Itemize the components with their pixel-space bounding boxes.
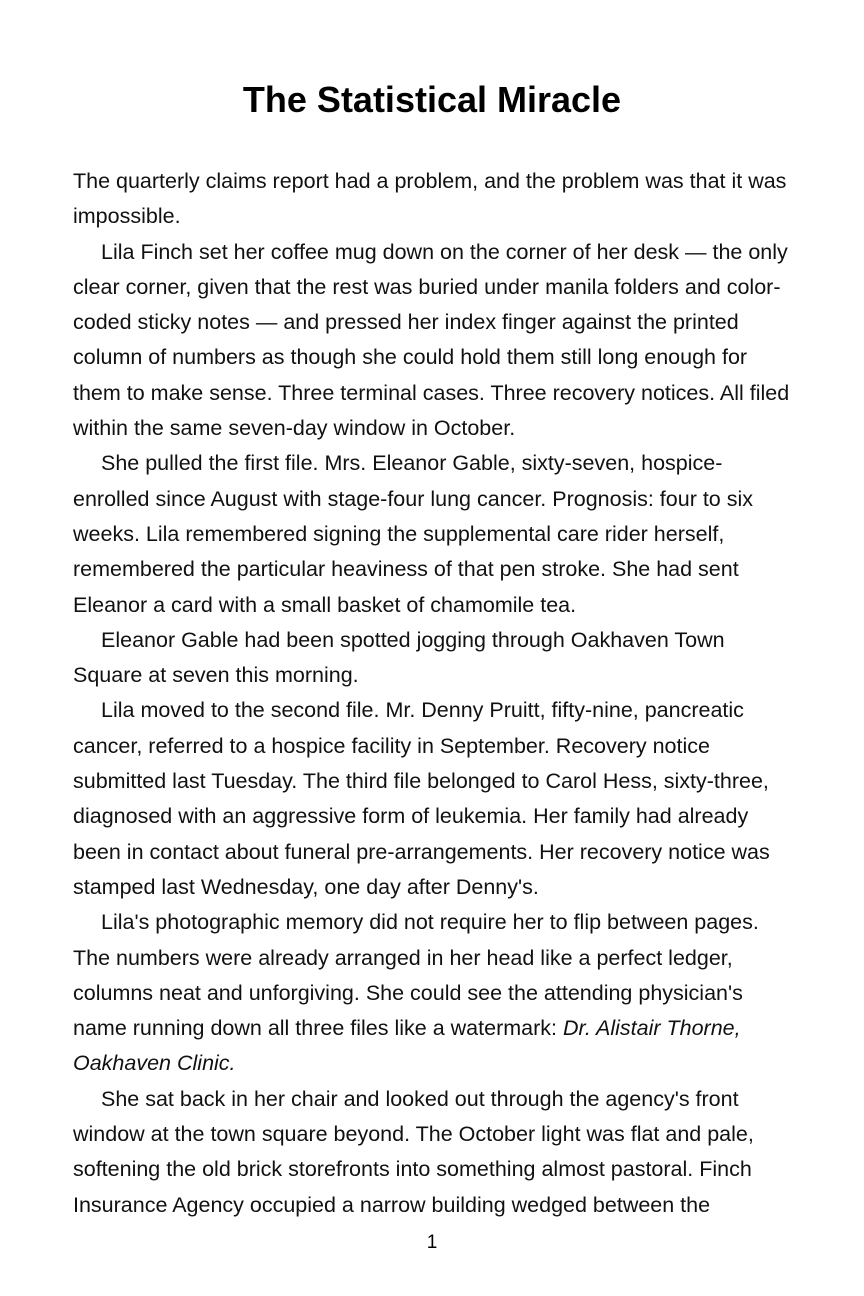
paragraph-5: Lila moved to the second file. Mr. Denny Pruitt, fifty-nine, pancreatic cancer, referred to a hospice facility in September. Recovery notice submitted last Tuesday. The third file belonged to Carol Hess, sixty-three, diagnosed with an aggressive form of leukemia. Her family had already been in contact about funeral pre-arrangements. Her recovery notice was stamped last Wednesday, one day after Denny's. (73, 698, 770, 899)
paragraph-4: Eleanor Gable had been spotted jogging through Oakhaven Town Square at seven this morning. (73, 627, 725, 688)
page-title: The Statistical Miracle (242, 79, 622, 120)
paragraph-2: Lila Finch set her coffee mug down on the corner of her desk — the only clear corner, given that the rest was buried under manila folders and color-coded sticky notes — and pressed her index finger against the printed column of numbers as though she could hold them still long enough for them to make sense. Three terminal cases. Three recovery notices. All filed within the same seven-day window in October. (73, 239, 790, 441)
body-text (73, 164, 793, 1223)
page-number: 1 (426, 1232, 438, 1253)
paragraph-7: She sat back in her chair and looked out through the agency's front window at the town square beyond. The October light was flat and pale, softening the old brick storefronts into something almost pastoral. Finch Insurance Agency occupied a narrow building wedged between the (73, 1086, 754, 1217)
physician-name-emphasis: Dr. Alistair Thorne, Oakhaven Clinic. (73, 1016, 741, 1076)
paragraph-6-text: Lila's photographic memory did not require her to flip between pages. The numbers were already arranged in her head like a perfect ledger, columns neat and unforgiving. She could see the attending physician's name running down all three files like a watermark: (73, 910, 759, 1041)
paragraph-1: The quarterly claims report had a problem, and the problem was that it was impossible. (73, 169, 787, 229)
paragraph-3: She pulled the first file. Mrs. Eleanor Gable, sixty-seven, hospice-enrolled since August with stage-four lung cancer. Prognosis: four to six weeks. Lila remembered signing the supplemental care rider herself, remembered the particular heaviness of that pen stroke. She had sent Eleanor a card with a small basket of chamomile tea. (73, 451, 754, 617)
paragraph-6 (73, 905, 793, 1081)
